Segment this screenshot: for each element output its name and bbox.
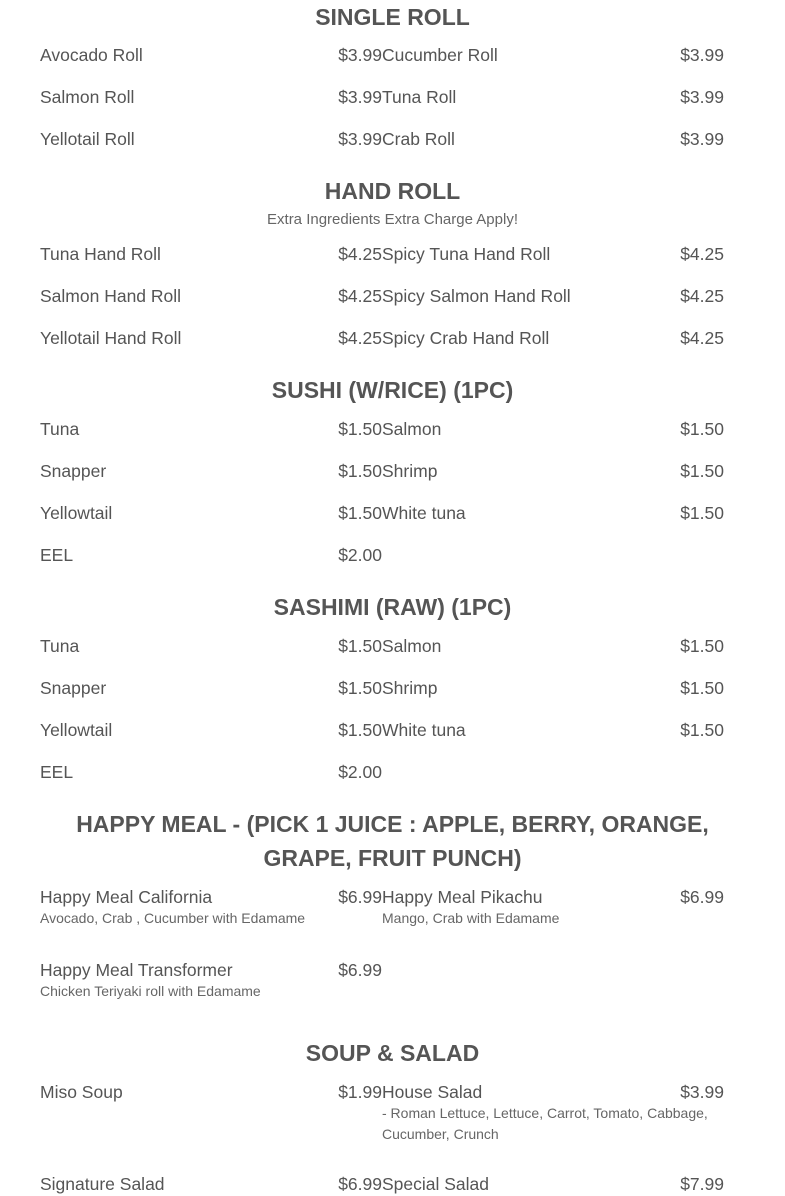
menu-item-name: Salmon Roll bbox=[40, 87, 135, 107]
menu-item-price: $1.50 bbox=[680, 720, 724, 740]
menu-item-price: $4.25 bbox=[338, 244, 382, 264]
menu-item-price: $6.99 bbox=[338, 1174, 382, 1194]
menu-item-price: $3.99 bbox=[680, 1082, 724, 1102]
menu-item-name: Yellowtail bbox=[40, 720, 113, 740]
menu-item-name: Cucumber Roll bbox=[382, 45, 498, 65]
menu-item-name: Yellotail Roll bbox=[40, 129, 135, 149]
menu-item-name: Special Salad bbox=[382, 1174, 490, 1194]
menu-item-name: White tuna bbox=[382, 503, 466, 523]
menu-item-price: $1.50 bbox=[338, 636, 382, 656]
menu-item-name: Shrimp bbox=[382, 461, 438, 481]
menu-item-name: Salmon Hand Roll bbox=[40, 286, 182, 306]
menu-item-price: $1.50 bbox=[338, 678, 382, 698]
menu-item-price: $3.99 bbox=[338, 129, 382, 149]
menu-item-name: Crab Roll bbox=[382, 129, 455, 149]
menu-item-name: Tuna Hand Roll bbox=[40, 244, 161, 264]
section-title-sushi: SUSHI (W/RICE) (1PC) bbox=[271, 377, 514, 403]
menu-item-name: Spicy Salmon Hand Roll bbox=[382, 286, 571, 306]
menu-item-price: $3.99 bbox=[680, 129, 724, 149]
menu-item-name: Signature Salad bbox=[40, 1174, 165, 1194]
menu-item-name: Tuna bbox=[40, 419, 80, 439]
menu-item-price: $1.99 bbox=[338, 1082, 382, 1102]
section-title-soup-salad: SOUP & SALAD bbox=[305, 1040, 480, 1066]
menu-item-description: Mango, Crab with Edamame bbox=[382, 910, 560, 926]
menu-item-name: Avocado Roll bbox=[40, 45, 143, 65]
menu-item-price: $4.25 bbox=[680, 328, 724, 348]
menu-item-name: Salmon bbox=[382, 419, 442, 439]
section-note: Extra Ingredients Extra Charge Apply! bbox=[267, 211, 518, 228]
menu-item-price: $6.99 bbox=[338, 960, 382, 980]
menu-item-name: Shrimp bbox=[382, 678, 438, 698]
menu-item-price: $1.50 bbox=[338, 720, 382, 740]
menu-item-name: EEL bbox=[40, 762, 74, 782]
section-title-single-roll: SINGLE ROLL bbox=[315, 4, 470, 30]
menu-item-price: $3.99 bbox=[338, 87, 382, 107]
menu-item-name: Happy Meal California bbox=[40, 887, 213, 907]
menu-item-name: Miso Soup bbox=[40, 1082, 123, 1102]
menu-item-price: $4.25 bbox=[338, 286, 382, 306]
menu-item-price: $3.99 bbox=[680, 45, 724, 65]
menu-item-price: $1.50 bbox=[680, 461, 724, 481]
menu-item-name: Spicy Tuna Hand Roll bbox=[382, 244, 551, 264]
section-title-hand-roll: HAND ROLL bbox=[324, 178, 461, 204]
menu-item-name: Snapper bbox=[40, 461, 107, 481]
menu-item-price: $1.50 bbox=[338, 419, 382, 439]
menu-item-price: $1.50 bbox=[680, 503, 724, 523]
menu-item-price: $6.99 bbox=[338, 887, 382, 907]
menu-item-name: Tuna bbox=[40, 636, 80, 656]
section-title-happy-meal: HAPPY MEAL - (PICK 1 JUICE : APPLE, BERRY, ORANGE, GRAPE, FRUIT PUNCH) bbox=[76, 811, 709, 871]
menu-item-name: Spicy Crab Hand Roll bbox=[382, 328, 550, 348]
menu-item-name: Happy Meal Pikachu bbox=[382, 887, 543, 907]
menu-item-name: White tuna bbox=[382, 720, 466, 740]
menu-item-price: $4.25 bbox=[680, 286, 724, 306]
menu-item-price: $3.99 bbox=[338, 45, 382, 65]
menu-item-price: $3.99 bbox=[680, 87, 724, 107]
menu-item-name: House Salad bbox=[382, 1082, 483, 1102]
menu-item-price: $2.00 bbox=[338, 762, 382, 782]
menu-item-name: Tuna Roll bbox=[382, 87, 457, 107]
menu-item-name: Snapper bbox=[40, 678, 107, 698]
menu-item-price: $4.25 bbox=[338, 328, 382, 348]
menu-item-name: Yellowtail bbox=[40, 503, 113, 523]
menu-item-name: Yellotail Hand Roll bbox=[40, 328, 182, 348]
menu-item-name: EEL bbox=[40, 545, 74, 565]
menu-item-name: Salmon bbox=[382, 636, 442, 656]
menu-item-price: $2.00 bbox=[338, 545, 382, 565]
menu-item-name: Happy Meal Transformer bbox=[40, 960, 233, 980]
menu-item-description: Chicken Teriyaki roll with Edamame bbox=[40, 983, 261, 999]
menu-item-price: $1.50 bbox=[338, 461, 382, 481]
menu-item-price: $1.50 bbox=[680, 678, 724, 698]
section-title-sashimi: SASHIMI (RAW) (1PC) bbox=[273, 594, 512, 620]
menu-item-description: Avocado, Crab , Cucumber with Edamame bbox=[40, 910, 306, 926]
menu-item-price: $6.99 bbox=[680, 887, 724, 907]
menu-item-price: $7.99 bbox=[680, 1174, 724, 1194]
menu-item-price: $1.50 bbox=[680, 419, 724, 439]
menu-item-price: $4.25 bbox=[680, 244, 724, 264]
menu-item-description: - Roman Lettuce, Lettuce, Carrot, Tomato, Cabbage, Cucumber, Crunch bbox=[382, 1105, 708, 1142]
menu-item-price: $1.50 bbox=[680, 636, 724, 656]
menu-item-price: $1.50 bbox=[338, 503, 382, 523]
